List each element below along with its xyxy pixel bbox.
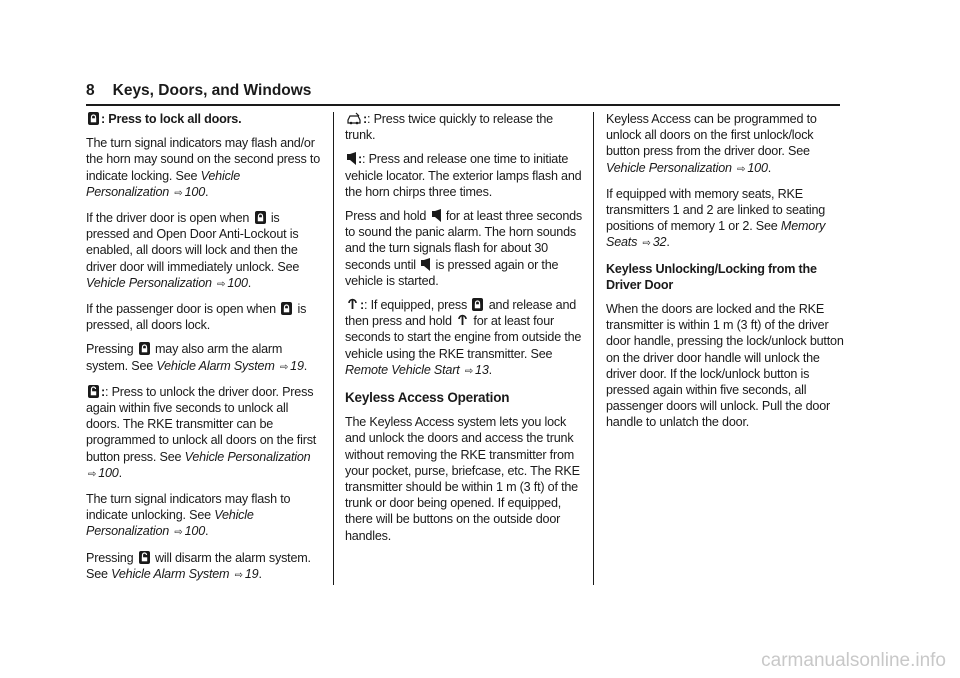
header-rule bbox=[86, 104, 840, 106]
lock-paragraph-4: If the passenger door is open when is pressed, all doors lock. bbox=[86, 302, 307, 333]
xref-link[interactable]: Vehicle Alarm System bbox=[156, 358, 275, 373]
lock-icon bbox=[472, 298, 483, 311]
trunk-icon bbox=[347, 112, 361, 125]
locator-button-desc: :: Press and release one time to initiate vehicle locator. The exterior lamps flash and the horn chirps three times. bbox=[345, 152, 582, 199]
horn-icon bbox=[421, 258, 430, 271]
lock-paragraph-2: The turn signal indicators may flash and/or the horn may sound on the second press to indicate locking. See Vehicle Personalization ⇨ 100. bbox=[86, 136, 321, 199]
trunk-button-desc: :: Press twice quickly to release the trunk. bbox=[345, 112, 553, 143]
xref-link[interactable]: Remote Vehicle Start bbox=[345, 362, 460, 377]
lock-icon bbox=[139, 342, 150, 355]
xref-link[interactable]: Vehicle Alarm System bbox=[111, 566, 230, 581]
page-number: 8 bbox=[86, 82, 95, 99]
remote-start-icon bbox=[347, 298, 358, 311]
panic-paragraph: Press and hold for at least three seconds to sound the panic alarm. The horn sounds and the turn signals flash for about 30 seconds until is pressed again or the vehicle is started. bbox=[345, 209, 583, 288]
unlock-icon bbox=[139, 551, 150, 564]
column-divider-2 bbox=[593, 112, 594, 585]
lock-icon bbox=[88, 112, 99, 125]
unlock-icon bbox=[88, 385, 99, 398]
watermark: carmanualsonline.info bbox=[761, 650, 946, 671]
xref-link[interactable]: Vehicle Personalization bbox=[606, 160, 732, 175]
lock-icon bbox=[255, 211, 266, 224]
unlock-paragraph-2: The turn signal indicators may flash to indicate unlocking. See Vehicle Personalization ⇨ 100. bbox=[86, 492, 291, 539]
remote-start-desc: :: If equipped, press and release and then press and hold for at least four seconds to start the engine from outside the vehicle using the RKE transmitter. See Remote Vehicle Start ⇨ 13. bbox=[345, 298, 582, 377]
unlock-paragraph-3: Pressing will disarm the alarm system. See Vehicle Alarm System ⇨ 19. bbox=[86, 550, 311, 581]
subheading: Keyless Unlocking/Locking from the Driver Door bbox=[606, 261, 817, 292]
keyless-unlocking-paragraph: When the doors are locked and the RKE transmitter is within 1 m (3 ft) of the driver door handle, pressing the lock/unlock button on the driver door handle will unlock the driver door. If the lock/unlock button is pressed again within five seconds, all passenger doors will unlock. Pull the door handle to unlatch the door. bbox=[606, 302, 844, 430]
column-2 bbox=[345, 111, 585, 552]
remote-start-icon bbox=[457, 314, 468, 327]
lock-button-desc: : Press to lock all doors. bbox=[86, 111, 324, 127]
section-heading: Keyless Access Operation bbox=[345, 390, 510, 406]
xref-link[interactable]: Memory Seats bbox=[606, 219, 826, 250]
unlock-button-desc: :: Press to unlock the driver door. Press again within five seconds to unlock all doors. The RKE transmitter can be programmed to unlock all doors on the first button press. See Vehicle Personalization ⇨ 100. bbox=[86, 384, 317, 480]
keyless-paragraph: The Keyless Access system lets you lock and unlock the doors and access the trunk without removing the RKE transmitter from your pocket, purse, briefcase, etc. The RKE transmitter should be within 1 m (3 ft) of the trunk or door being opened. If equipped, there will be buttons on the outside door handles. bbox=[345, 415, 580, 543]
lock-paragraph-5: Pressing may also arm the alarm system. See Vehicle Alarm System ⇨ 19. bbox=[86, 342, 308, 373]
xref-link[interactable]: Vehicle Personalization bbox=[86, 168, 241, 199]
xref-link[interactable]: Vehicle Personalization bbox=[86, 508, 254, 539]
horn-icon bbox=[432, 209, 441, 222]
page-title: Keys, Doors, and Windows bbox=[112, 82, 312, 99]
lock-paragraph-3: If the driver door is open when is pressed and Open Door Anti-Lockout is enabled, all doors will lock and then the driver door will immediately unlock. See Vehicle Personalization ⇨ 100. bbox=[86, 211, 300, 290]
column-1 bbox=[86, 111, 324, 592]
xref-link[interactable]: Vehicle Personalization bbox=[86, 275, 212, 290]
column-divider-1 bbox=[333, 112, 334, 585]
xref-link[interactable]: Vehicle Personalization bbox=[184, 449, 311, 464]
column-3 bbox=[606, 111, 844, 439]
memory-seats-paragraph: If equipped with memory seats, RKE transmitters 1 and 2 are linked to seating positions of memory 1 or 2. See Memory Seats ⇨ 32. bbox=[606, 186, 826, 250]
keyless-program-paragraph: Keyless Access can be programmed to unlock all doors on the first unlock/lock button press from the driver door. See Vehicle Personalization ⇨ 100. bbox=[606, 112, 817, 175]
page-header bbox=[86, 82, 311, 100]
horn-icon bbox=[347, 152, 356, 165]
lock-icon bbox=[281, 302, 292, 315]
